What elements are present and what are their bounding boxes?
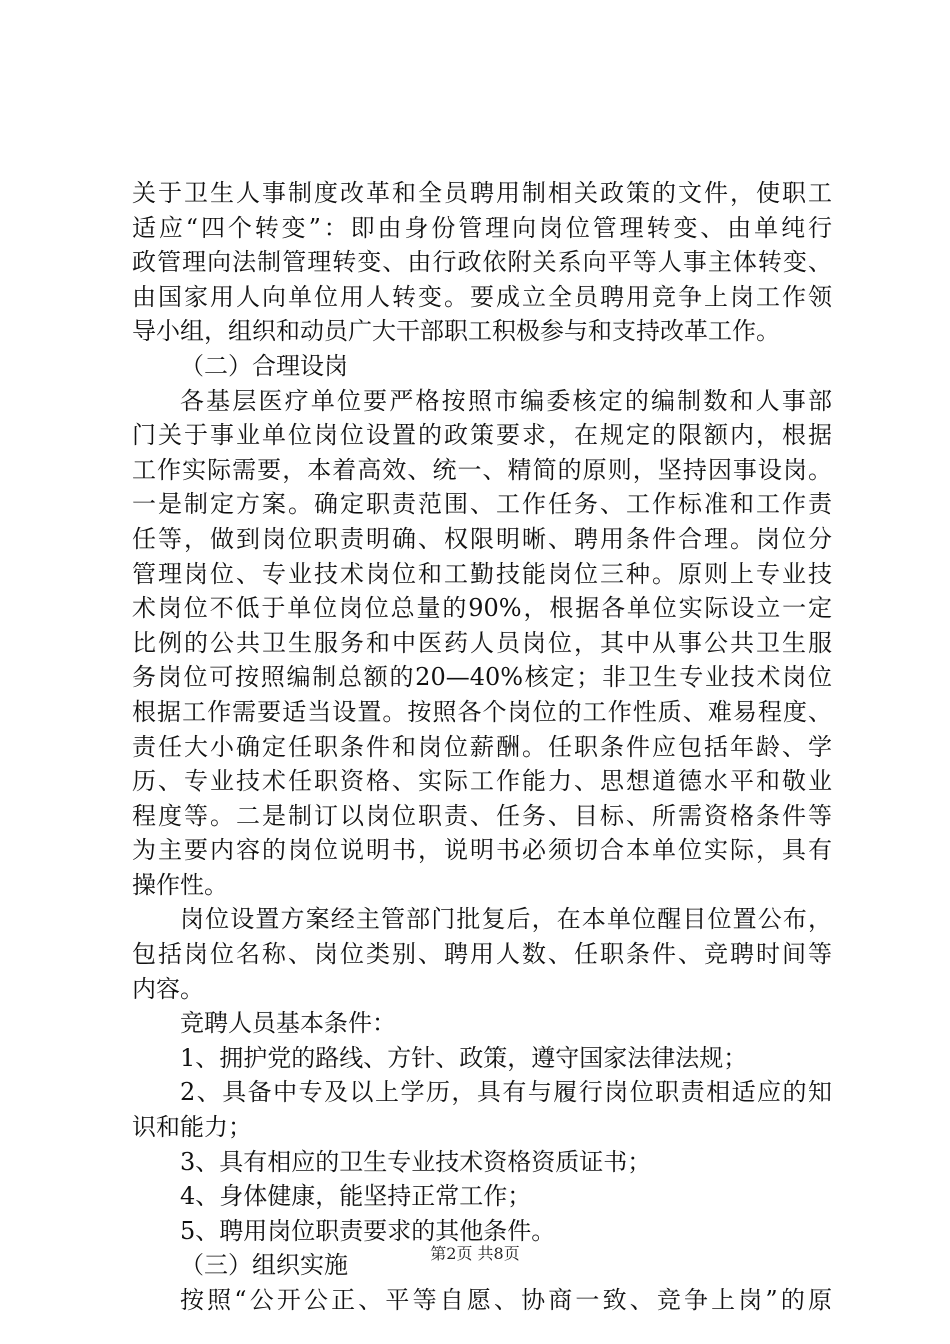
section-heading: （三）组织实施 xyxy=(180,1251,348,1280)
text-line: 一是制定方案。确定职责范围、工作任务、工作标准和工作责 xyxy=(132,490,832,519)
text-line: 由国家用人向单位用人转变。要成立全员聘用竞争上岗工作领 xyxy=(132,282,832,311)
text-line: 管理岗位、专业技术岗位和工勤技能岗位三种。原则上专业技 xyxy=(132,559,832,588)
list-item: 2、具备中专及以上学历，具有与履行岗位职责相适应的知 xyxy=(180,1078,832,1107)
text-line: 岗位设置方案经主管部门批复后，在本单位醒目位置公布， xyxy=(180,905,832,934)
text-line: 操作性。 xyxy=(132,870,228,899)
text-line: 包括岗位名称、岗位类别、聘用人数、任职条件、竞聘时间等 xyxy=(132,940,832,969)
text-line: 适应“四个转变”：即由身份管理向岗位管理转变、由单纯行 xyxy=(132,213,832,242)
list-intro: 竞聘人员基本条件： xyxy=(180,1009,396,1038)
text-line: 任等，做到岗位职责明确、权限明晰、聘用条件合理。岗位分 xyxy=(132,524,832,553)
list-item: 3、具有相应的卫生专业技术资格资质证书； xyxy=(180,1147,652,1176)
section-heading: （二）合理设岗 xyxy=(180,351,348,380)
text-line: 根据工作需要适当设置。按照各个岗位的工作性质、难易程度、 xyxy=(132,697,832,726)
text-line: 政管理向法制管理转变、由行政依附关系向平等人事主体转变、 xyxy=(132,248,832,277)
text-line: 导小组，组织和动员广大干部职工积极参与和支持改革工作。 xyxy=(132,317,780,346)
text-line: 比例的公共卫生服务和中医药人员岗位，其中从事公共卫生服 xyxy=(132,628,832,657)
list-item: 4、身体健康，能坚持正常工作； xyxy=(180,1182,532,1211)
text-line: 工作实际需要，本着高效、统一、精简的原则，坚持因事设岗。 xyxy=(132,455,832,484)
text-line: 务岗位可按照编制总额的20—40%核定；非卫生专业技术岗位 xyxy=(132,663,832,692)
text-line: 门关于事业单位岗位设置的政策要求，在规定的限额内，根据 xyxy=(132,421,832,450)
text-line: 术岗位不低于单位岗位总量的90%，根据各单位实际设立一定 xyxy=(132,594,832,623)
text-line: 为主要内容的岗位说明书，说明书必须切合本单位实际，具有 xyxy=(132,836,832,865)
text-line: 历、专业技术任职资格、实际工作能力、思想道德水平和敬业 xyxy=(132,767,832,796)
page-footer: 第2页 共8页 xyxy=(430,1244,520,1263)
text-line: 识和能力； xyxy=(132,1113,252,1142)
text-line: 程度等。二是制订以岗位职责、任务、目标、所需资格条件等 xyxy=(132,801,832,830)
text-line: 按照“公开公正、平等自愿、协商一致、竞争上岗”的原 xyxy=(180,1286,832,1314)
list-item: 1、拥护党的路线、方针、政策，遵守国家法律法规； xyxy=(180,1043,748,1072)
list-item: 5、聘用岗位职责要求的其他条件。 xyxy=(180,1216,556,1245)
text-line: 各基层医疗单位要严格按照市编委核定的编制数和人事部 xyxy=(180,386,832,415)
text-line: 关于卫生人事制度改革和全员聘用制相关政策的文件，使职工 xyxy=(132,179,832,207)
text-line: 内容。 xyxy=(132,974,204,1003)
document-body xyxy=(132,176,832,1318)
text-line: 责任大小确定任职条件和岗位薪酬。任职条件应包括年龄、学 xyxy=(132,732,832,761)
